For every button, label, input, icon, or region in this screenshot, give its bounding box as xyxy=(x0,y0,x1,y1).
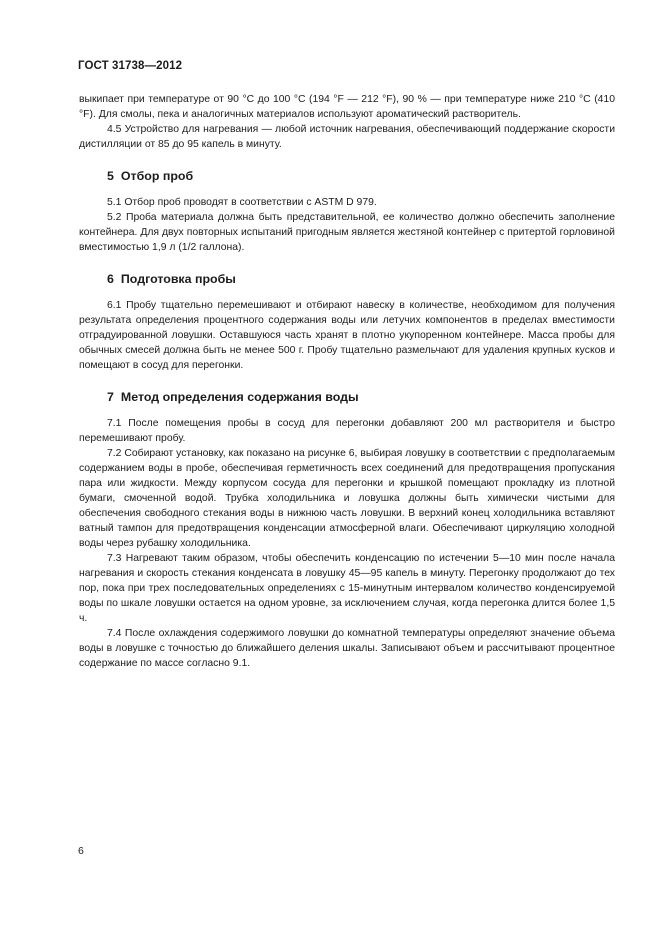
paragraph-7-3: 7.3 Нагревают таким образом, чтобы обеспечить конденсацию по истечении 5—10 мин после начала нагревания и скорость стекания конденсата в ловушку 45—95 капель в минуту. Перегонку продолжают до тех пор, пока при трех последовательных определениях с 15-минутным интервалом количество конденсируемой воды по шкале ловушки остается на одном уровне, за исключением случая, когда перегонка длится более 1,5 ч. xyxy=(79,553,615,624)
section-7-number: 7 xyxy=(107,390,114,404)
document-code-header: ГОСТ 31738—2012 xyxy=(78,60,183,72)
paragraph-7-2: 7.2 Собирают установку, как показано на рисунке 6, выбирая ловушку в соответствии с предполагаемым содержанием воды в пробе, обеспечивая герметичность всех соединений для предотвращения пропускания пара или жидкости. Между корпусом сосуда для перегонки и крышкой помещают прокладку из плотной бумаги, смоченной водой. Трубка холодильника и ловушка должны быть химически чистыми для обеспечения свободного стекания воды в нижнюю часть ловушки. В верхний конец холодильника вставляют ватный тампон для предотвращения конденсации атмосферной влаги. Обеспечивают циркуляцию холодной воды через рубашку холодильника. xyxy=(79,448,615,549)
paragraph-4-4-continuation: выкипает при температуре от 90 °С до 100 °С (194 °F — 212 °F), 90 % — при температуре ниже 210 °С (410 °F). Для смолы, пека и аналогичных материалов используют ароматический растворитель. xyxy=(79,94,615,120)
paragraph-5-1: 5.1 Отбор проб проводят в соответствии с ASTM D 979. xyxy=(107,197,377,208)
section-5-number: 5 xyxy=(107,169,114,183)
section-5-title: Отбор проб xyxy=(120,169,194,183)
paragraph-7-4: 7.4 После охлаждения содержимого ловушки до комнатной температуры определяют значение объема воды в ловушке с точностью до ближайшего деления шкалы. Записывают объем и рассчитывают процентное содержание по массе согласно 9.1. xyxy=(79,628,615,669)
paragraph-7-1: 7.1 После помещения пробы в сосуд для перегонки добавляют 200 мл растворителя и быстро перемешивают пробу. xyxy=(79,418,615,444)
document-body xyxy=(79,92,615,671)
section-6-heading xyxy=(79,271,615,287)
section-7-heading xyxy=(79,389,615,405)
paragraph-5-2: 5.2 Проба материала должна быть представительной, ее количество должно обеспечить заполнение контейнера. Для двух повторных испытаний пригодным является жестяной контейнер с притертой горловиной вместимостью 1,9 л (1/2 галлона). xyxy=(79,212,615,253)
paragraph-6-1: 6.1 Пробу тщательно перемешивают и отбирают навеску в количестве, необходимом для получения результата определения процентного содержания воды или летучих компонентов в пределах вместимости отградуированной ловушки. Оставшуюся часть хранят в плотно укупоренном контейнере. Масса пробы для обычных смесей должна быть не менее 500 г. Пробу тщательно размельчают для удаления крупных кусков и помещают в сосуд для перегонки. xyxy=(79,300,615,371)
section-7-title: Метод определения содержания воды xyxy=(120,390,359,404)
paragraph-4-5: 4.5 Устройство для нагревания — любой источник нагревания, обеспечивающий поддержание скорости дистилляции от 85 до 95 капель в минуту. xyxy=(79,124,615,150)
section-5-heading xyxy=(79,168,615,184)
section-6-title: Подготовка пробы xyxy=(120,272,236,286)
section-6-number: 6 xyxy=(107,272,114,286)
page-number: 6 xyxy=(78,845,84,857)
